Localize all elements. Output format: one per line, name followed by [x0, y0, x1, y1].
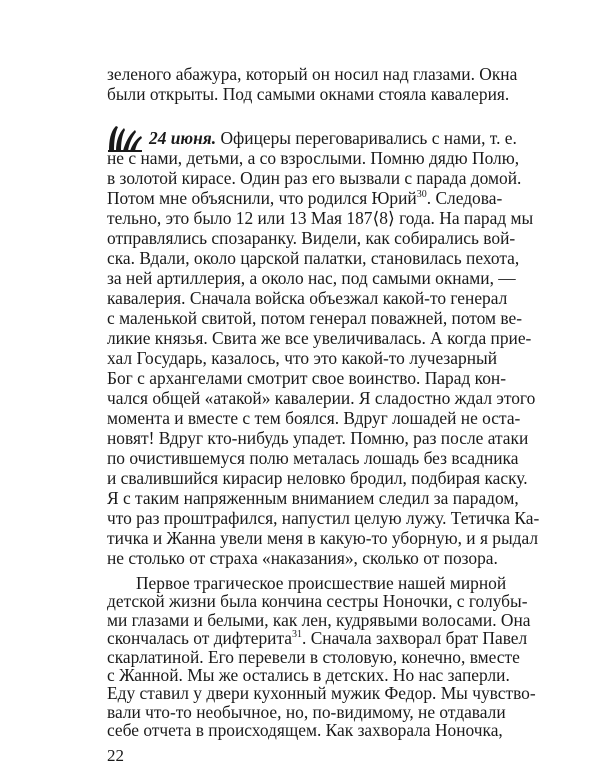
- text-line: новят! Вдруг кто-нибудь упадет. Помню, раз после атаки: [107, 428, 529, 448]
- text-line: в золотой кирасе. Один раз его вызвали с парада домой.: [107, 168, 522, 188]
- text-line: ми глазами и белыми, как лен, кудрявыми волосами. Она: [107, 609, 531, 630]
- text-line: с Жанной. Мы же остались в детских. Но нас заперли.: [107, 665, 510, 685]
- text-line: тельно, это было 12 или 13 Мая 187⟨8⟩ года. На парад мы: [107, 208, 534, 228]
- text-line-content: Офицеры переговаривались с нами, т. е.: [220, 128, 517, 148]
- text-line-content: Потом мне объяснили, что родился Юрий: [107, 188, 417, 208]
- text-line: чался общей «атакой» кавалерии. Я сладостно ждал этого: [107, 388, 536, 408]
- text-line: с маленькой свитой, потом генерал поважней, потом ве-: [107, 308, 523, 328]
- text-line: Еду ставил у двери кухонный мужик Федор. Мы чувство-: [107, 683, 536, 704]
- text-line: себе отчета в происходящем. Как захворала Ноночка,: [107, 720, 503, 741]
- text-line: момента и вместе с тем боялся. Вдруг лошадей не оста-: [107, 408, 521, 428]
- text-line: скарлатиной. Его перевели в столовую, конечно, вместе: [107, 646, 520, 667]
- text-line-paragraph-start: Первое трагическое происшествие нашей мирной: [136, 573, 507, 593]
- text-line: зеленого абажура, который он носил над глазами. Окна: [107, 64, 518, 84]
- text-line: не с нами, детьми, а со взрослыми. Помню дядю Полю,: [107, 148, 520, 168]
- text-line: кавалерия. Сначала войска объезжал какой-то генерал: [107, 288, 508, 308]
- text-line: хал Государь, казалось, что это какой-то лучезарный: [107, 348, 497, 368]
- text-line: тичка и Жанна увели меня в какую-то уборную, и я рыдал: [107, 528, 539, 548]
- text-line: по очистившемуся полю металась лошадь без всадника: [107, 448, 519, 468]
- text-line-with-note: [107, 628, 528, 649]
- text-line: Я с таким напряженным вниманием следил за парадом,: [107, 488, 519, 508]
- text-line: ликие князья. Свита же все увеличивалась. А когда прие-: [107, 328, 532, 348]
- entry-date: 24 июня.: [149, 128, 217, 148]
- text-line: не столько от страха «наказания», сколько от позора.: [107, 548, 498, 568]
- text-line-dated: [149, 128, 517, 148]
- text-line: отправлялись спозаранку. Видели, как собирались вой-: [107, 228, 516, 248]
- text-line-with-note: [107, 188, 503, 208]
- footnote-marker: 31: [292, 629, 302, 641]
- text-line: за ней артиллерия, а около нас, под самыми окнами, —: [107, 268, 516, 288]
- text-line: детской жизни была кончина сестры Ноночки, с голубы-: [107, 591, 528, 612]
- page-number: 22: [107, 745, 124, 765]
- text-line-tail: . Следова-: [426, 188, 503, 208]
- text-line: и свалившийся кирасир неловко бродил, подбирая каску.: [107, 468, 528, 488]
- footnote-marker: 30: [416, 189, 427, 201]
- text-line: ска. Вдали, около царской палатки, становилась пехота,: [107, 248, 520, 268]
- text-line: что раз проштрафился, напустил целую лужу. Тетичка Ка-: [107, 508, 540, 528]
- text-line: Бог с архангелами смотрит свое воинство. Парад кон-: [107, 368, 506, 388]
- text-line: были открыты. Под самыми окнами стояла кавалерия.: [107, 84, 510, 104]
- text-line: вали что-то необычное, но, по-видимому, не отдавали: [107, 701, 506, 722]
- text-line-content: скончалась от дифтерита: [107, 628, 292, 649]
- text-line-tail: . Сначала захворал брат Павел: [302, 628, 528, 649]
